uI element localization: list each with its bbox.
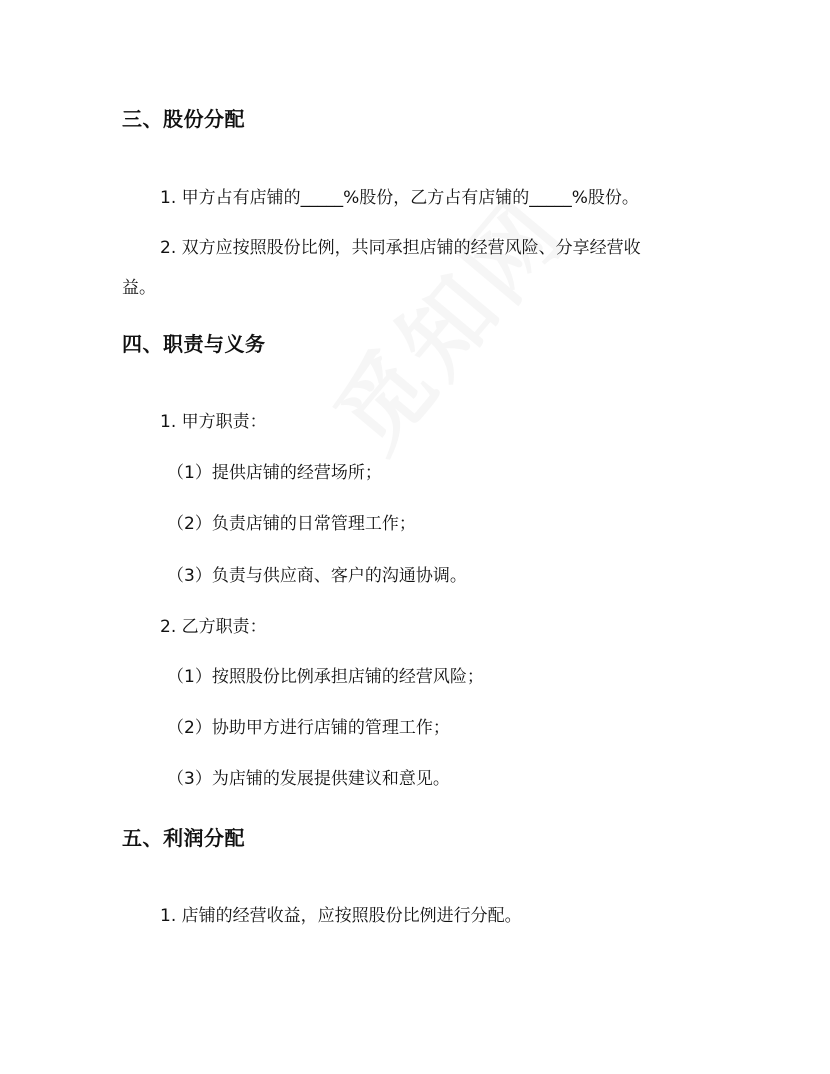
paragraph-line: （2）协助甲方进行店铺的管理工作； (167, 718, 450, 738)
paragraph-line: （2）负责店铺的日常管理工作； (167, 514, 416, 534)
paragraph-line: 1. 甲方职责： (160, 412, 267, 432)
paragraph-line: 2. 乙方职责： (160, 617, 267, 637)
paragraph-line: 2. 双方应按照股份比例，共同承担店铺的经营风险、分享经营收 (160, 238, 641, 258)
section-heading-duties: 四、职责与义务 (122, 332, 266, 356)
paragraph-line: 1. 店铺的经营收益，应按照股份比例进行分配。 (160, 906, 522, 926)
section-heading-profit-distribution: 五、利润分配 (122, 826, 245, 850)
paragraph-line: （3）负责与供应商、客户的沟通协调。 (167, 566, 467, 586)
paragraph-line: 1. 甲方占有店铺的_____%股份，乙方占有店铺的_____%股份。 (160, 188, 639, 208)
paragraph-line: （1）提供店铺的经营场所； (167, 463, 382, 483)
paragraph-line: （1）按照股份比例承担店铺的经营风险； (167, 667, 484, 687)
watermark (300, 165, 590, 475)
paragraph-line: （3）为店铺的发展提供建议和意见。 (167, 769, 450, 789)
paragraph-line: 益。 (122, 278, 156, 298)
section-heading-share-allocation: 三、股份分配 (122, 107, 245, 131)
